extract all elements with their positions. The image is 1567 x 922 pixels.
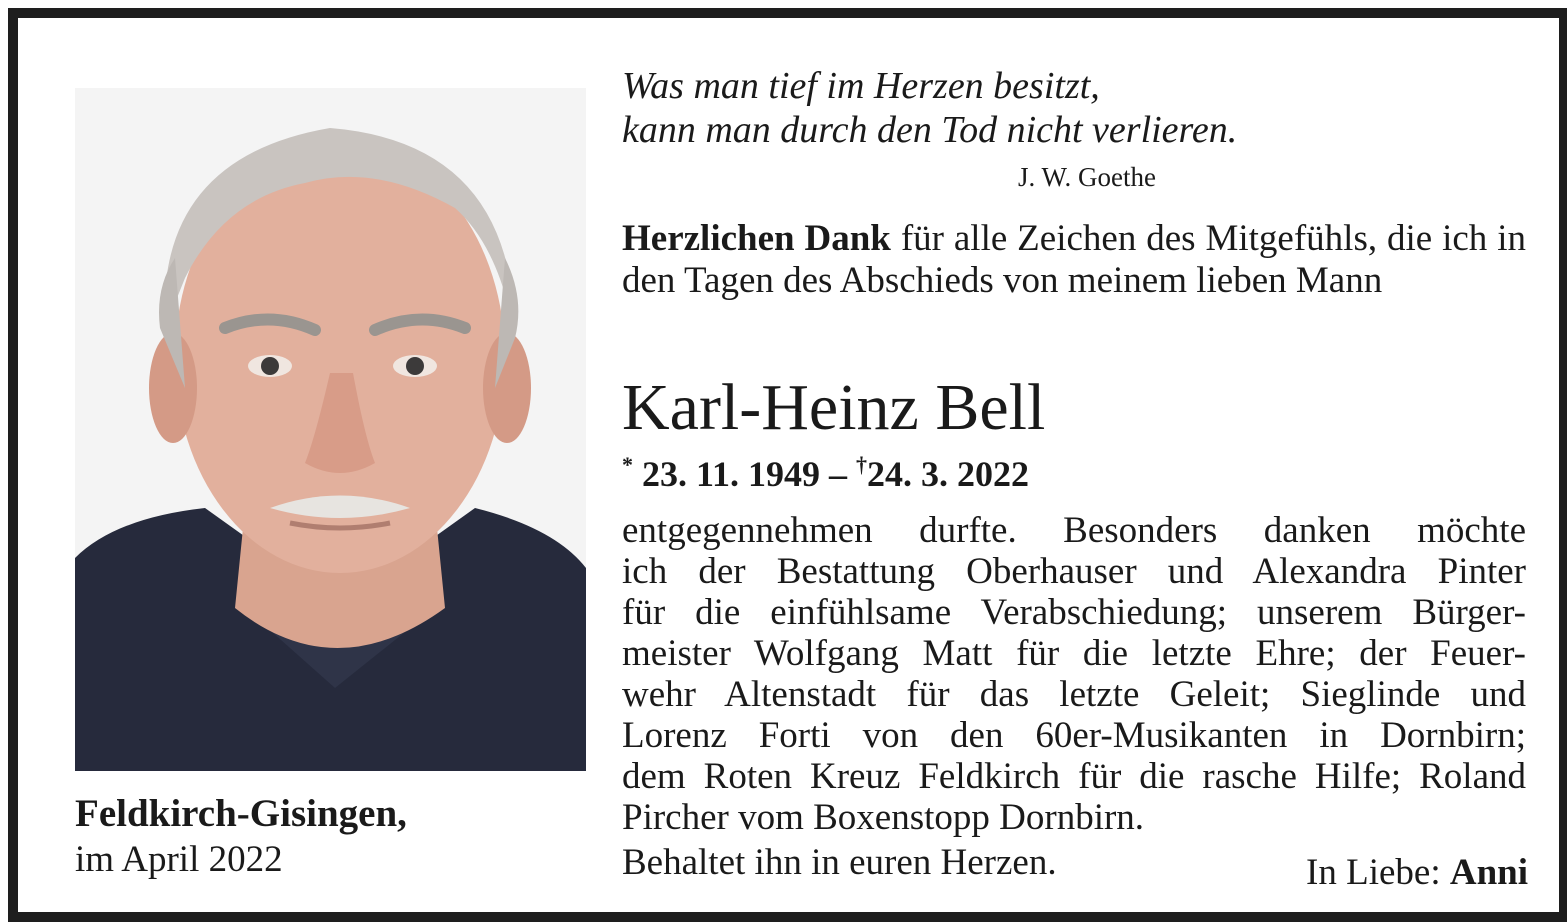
body-line: wehr Altenstadt für das letzte Geleit; Sieglinde und bbox=[622, 674, 1526, 715]
body-line: Lorenz Forti von den 60er-Musikanten in Dornbirn; bbox=[622, 715, 1526, 756]
portrait-photo bbox=[75, 88, 586, 771]
body-line: meister Wolfgang Matt für die letzte Ehre; der Feuer- bbox=[622, 633, 1526, 674]
signature bbox=[1198, 851, 1528, 895]
birth-date: 23. 11. 1949 bbox=[642, 454, 821, 494]
death-symbol: † bbox=[856, 452, 868, 477]
quote-line: kann man durch den Tod nicht verlieren. bbox=[622, 109, 1238, 151]
date-line: im April 2022 bbox=[75, 839, 283, 880]
date-separator: – bbox=[829, 454, 848, 494]
signature-prefix: In Liebe: bbox=[1306, 852, 1441, 893]
place-line: Feldkirch-Gisingen, bbox=[75, 792, 407, 835]
birth-symbol: * bbox=[622, 452, 633, 477]
life-dates bbox=[622, 443, 1526, 496]
signature-name: Anni bbox=[1449, 852, 1528, 893]
thanks-text: für alle Zeichen des Mitgefühls, die ich in den Tagen des Abschieds von meinem lieben Mann bbox=[622, 218, 1526, 301]
body-line: ich der Bestattung Oberhauser und Alexandra Pinter bbox=[622, 551, 1526, 592]
thanks-intro bbox=[622, 218, 1526, 302]
death-date: 24. 3. 2022 bbox=[867, 454, 1030, 494]
thanks-bold: Herzlichen Dank bbox=[622, 218, 891, 259]
body-line: dem Roten Kreuz Feldkirch für die rasche Hilfe; Roland bbox=[622, 756, 1526, 797]
deceased-name: Karl-Heinz Bell bbox=[622, 371, 1046, 444]
body-line: Pircher vom Boxenstopp Dornbirn. bbox=[622, 797, 1145, 838]
body-line: entgegennehmen durfte. Besonders danken möchte bbox=[622, 510, 1526, 551]
closing-line: Behaltet ihn in euren Herzen. bbox=[622, 842, 1057, 883]
quote-line: Was man tief im Herzen besitzt, bbox=[622, 65, 1100, 107]
body-line: für die einfühlsame Verabschiedung; unserem Bürger- bbox=[622, 592, 1526, 633]
quote-author: J. W. Goethe bbox=[1018, 162, 1156, 192]
goethe-quote bbox=[622, 64, 1522, 152]
thanks-body bbox=[622, 510, 1526, 838]
obituary-card bbox=[8, 8, 1567, 922]
portrait-illustration bbox=[75, 88, 586, 771]
